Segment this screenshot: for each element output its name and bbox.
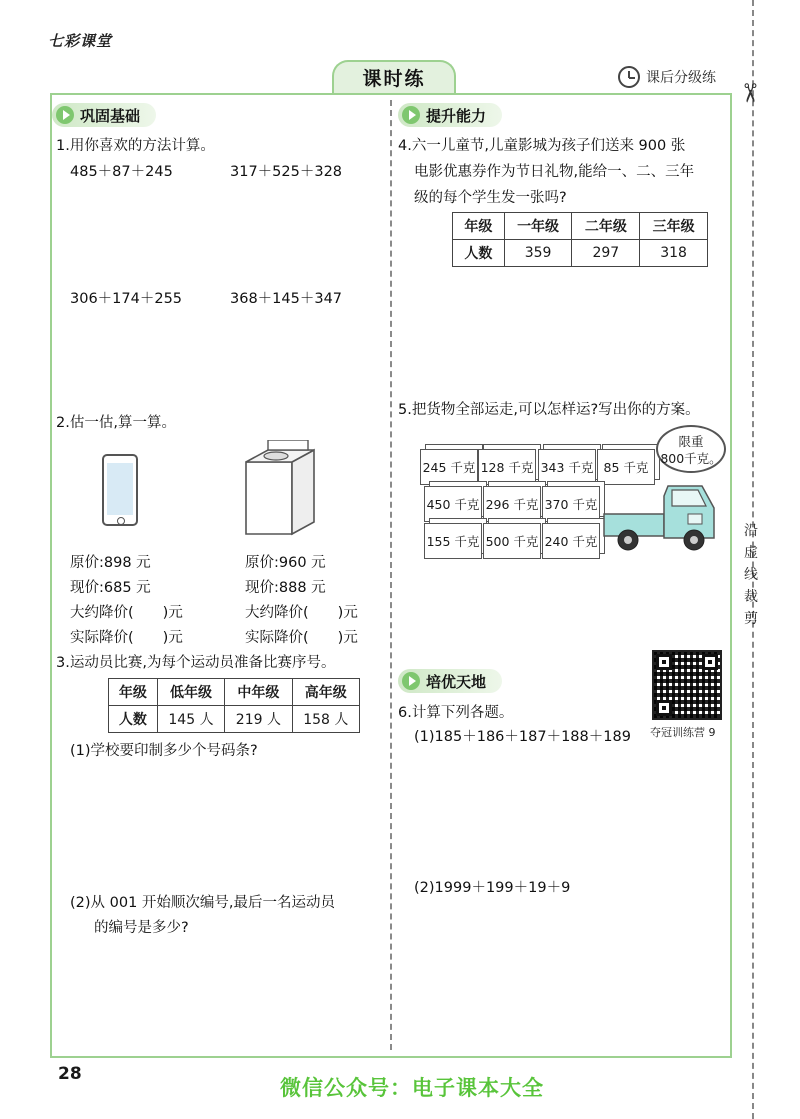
section-improve xyxy=(398,103,502,127)
question-1: 1.用你喜欢的方法计算。 xyxy=(56,138,215,154)
weight-limit-line-1: 限重 xyxy=(678,434,704,449)
washer-actual-discount[interactable]: 实际降价( )元 xyxy=(245,630,358,646)
athletes-table xyxy=(108,678,360,733)
table-row xyxy=(109,679,360,706)
question-3: 3.运动员比赛,为每个运动员准备比赛序号。 xyxy=(56,655,336,671)
page-number: 28 xyxy=(58,1064,82,1084)
expr-1a: 485＋87＋245 xyxy=(70,164,173,180)
cut-instruction: 沿虚线裁剪 xyxy=(744,523,758,627)
weight-limit-bubble xyxy=(656,425,726,473)
washer-now-price: 现价:888 元 xyxy=(245,580,326,596)
table-cell: 年级 xyxy=(453,213,505,240)
after-class-text: 课后分级练 xyxy=(646,70,716,86)
question-6-part-1: (1)185＋186＋187＋188＋189 xyxy=(414,729,631,745)
expr-1c: 306＋174＋255 xyxy=(70,291,183,307)
scissors-icon: ✂ xyxy=(733,82,764,104)
cargo-box: 296 千克 xyxy=(483,486,541,522)
table-cell: 低年级 xyxy=(157,679,224,706)
students-table xyxy=(452,212,708,267)
cargo-box: 343 千克 xyxy=(538,449,596,485)
weight-limit-line-2: 800千克。 xyxy=(660,451,722,466)
play-icon xyxy=(56,106,74,124)
cargo-box: 500 千克 xyxy=(483,523,541,559)
brand-logo: 七彩课堂 xyxy=(48,32,113,50)
section-basic xyxy=(52,103,156,127)
cargo-box: 128 千克 xyxy=(478,449,536,485)
section-advanced-label: 培优天地 xyxy=(426,672,487,691)
section-basic-label: 巩固基础 xyxy=(80,106,141,125)
phone-orig-price: 原价:898 元 xyxy=(70,555,151,571)
cargo-box: 240 千克 xyxy=(542,523,600,559)
table-cell: 年级 xyxy=(109,679,158,706)
washer-orig-price: 原价:960 元 xyxy=(245,555,326,571)
table-cell: 三年级 xyxy=(640,213,708,240)
washing-machine-icon xyxy=(242,440,318,536)
table-cell: 一年级 xyxy=(504,213,572,240)
table-cell: 318 xyxy=(640,240,708,267)
table-cell: 二年级 xyxy=(572,213,640,240)
cargo-box: 85 千克 xyxy=(597,449,655,485)
table-cell: 高年级 xyxy=(292,679,359,706)
phone-approx-discount[interactable]: 大约降价( )元 xyxy=(70,605,183,621)
table-row xyxy=(453,240,708,267)
expr-1d: 368＋145＋347 xyxy=(230,291,343,307)
question-3-part-1: (1)学校要印制多少个号码条? xyxy=(70,743,258,759)
question-3-part-2b: 的编号是多少? xyxy=(94,920,189,936)
cargo-box: 370 千克 xyxy=(542,486,600,522)
section-improve-label: 提升能力 xyxy=(426,106,487,125)
phone-now-price: 现价:685 元 xyxy=(70,580,151,596)
question-4-line-1: 4.六一儿童节,儿童影城为孩子们送来 900 张 xyxy=(398,138,686,154)
question-4-line-3: 级的每个学生发一张吗? xyxy=(414,190,567,206)
page-title: 课时练 xyxy=(332,60,456,96)
table-row xyxy=(109,706,360,733)
table-cell: 中年级 xyxy=(225,679,292,706)
play-icon xyxy=(402,672,420,690)
table-cell: 297 xyxy=(572,240,640,267)
table-cell: 人数 xyxy=(453,240,505,267)
qr-caption: 夺冠训练营 9 xyxy=(650,726,716,739)
table-cell: 359 xyxy=(504,240,572,267)
wechat-watermark: 微信公众号：电子课本大全 xyxy=(280,1076,544,1100)
cargo-box: 450 千克 xyxy=(424,486,482,522)
phone-icon xyxy=(102,454,138,526)
cargo-box: 155 千克 xyxy=(424,523,482,559)
question-3-part-2a: (2)从 001 开始顺次编号,最后一名运动员 xyxy=(70,895,336,911)
cargo-box: 245 千克 xyxy=(420,449,478,485)
play-icon xyxy=(402,106,420,124)
expr-1b: 317＋525＋328 xyxy=(230,164,343,180)
section-advanced xyxy=(398,669,502,693)
table-cell: 158 人 xyxy=(292,706,359,733)
after-class-label xyxy=(618,66,716,88)
question-6: 6.计算下列各题。 xyxy=(398,705,514,721)
table-cell: 人数 xyxy=(109,706,158,733)
qr-code[interactable] xyxy=(652,650,722,720)
question-6-part-2: (2)1999＋199＋19＋9 xyxy=(414,880,571,896)
question-5: 5.把货物全部运走,可以怎样运?写出你的方案。 xyxy=(398,402,700,418)
truck-icon xyxy=(602,474,722,556)
table-cell: 145 人 xyxy=(157,706,224,733)
column-divider xyxy=(390,100,392,1050)
phone-actual-discount[interactable]: 实际降价( )元 xyxy=(70,630,183,646)
washer-approx-discount[interactable]: 大约降价( )元 xyxy=(245,605,358,621)
question-4-line-2: 电影优惠券作为节日礼物,能给一、二、三年 xyxy=(414,164,695,180)
table-row xyxy=(453,213,708,240)
clock-icon xyxy=(618,66,640,88)
question-2: 2.估一估,算一算。 xyxy=(56,415,176,431)
table-cell: 219 人 xyxy=(225,706,292,733)
